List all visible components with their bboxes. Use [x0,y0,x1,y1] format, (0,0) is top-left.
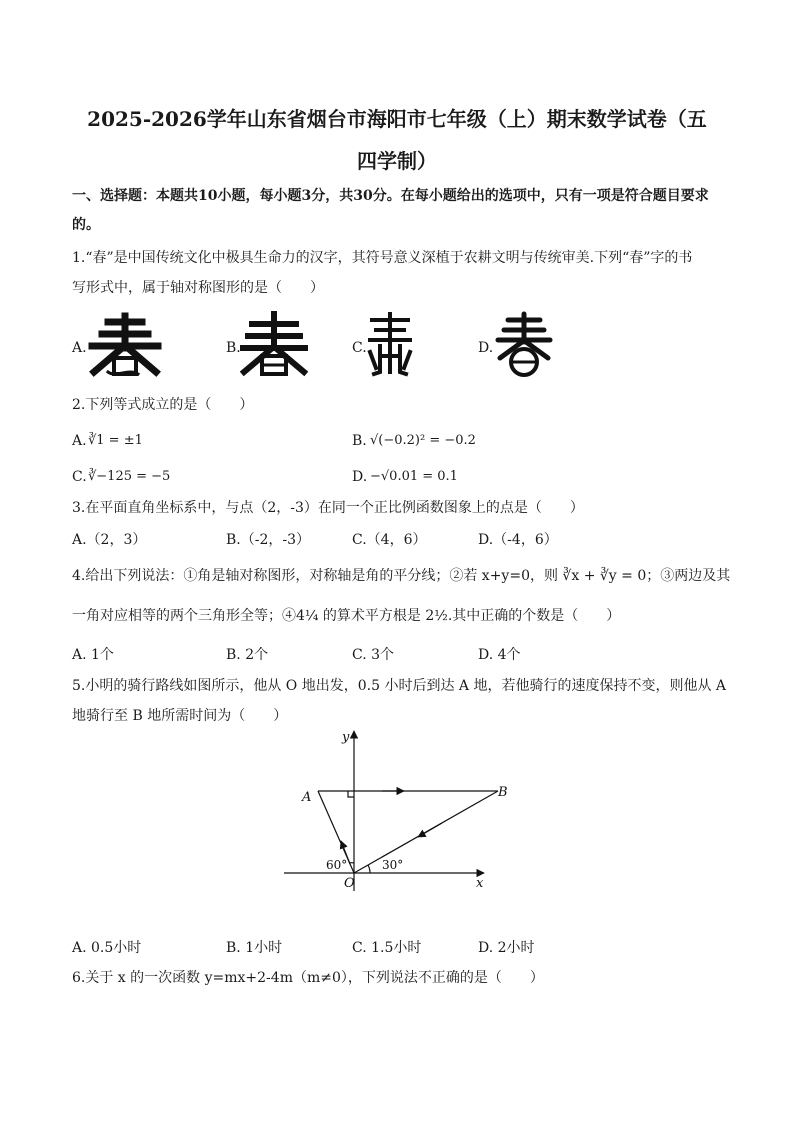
label-y: y [342,730,350,745]
q5-option-d: D. 2小时 [478,940,535,956]
section-heading-line-1: 一、选择题：本题共10小题，每小题3分，共30分。在每小题给出的选项中，只有一项是符合题目要求 [72,188,709,204]
q5-option-a: A. 0.5小时 [72,940,142,956]
q5-stem-line-1: 5.小明的骑行路线如图所示，他从 O 地出发，0.5 小时后到达 A 地，若他骑行的速度保持不变，则他从 A [72,678,727,694]
q1-option-a-label: A. [72,340,87,356]
q1-option-a-glyph [88,312,162,380]
q4-option-d: D. 4个 [478,647,521,663]
arrow-bo [418,823,442,837]
label-o: O [344,876,355,891]
q1-option-c-glyph [366,312,414,378]
q1-option-c-label: C. [352,340,367,356]
q1-stem-line-1: 1.“春”是中国传统文化中极具生命力的汉字，其符号意义深植于农耕文明与传统审美.下列“春”字的书 [72,250,693,266]
label-x: x [476,876,484,891]
q1-option-d-glyph [494,312,554,378]
q2-option-d-label: D. [352,469,368,485]
q5-stem-line-2: 地骑行至 B 地所需时间为（ ） [72,708,288,724]
q2-option-b-label: B. [352,433,367,449]
q5-route-diagram [282,725,508,895]
right-angle-mark [348,791,354,797]
q3-stem: 3.在平面直角坐标系中，与点（2，-3）在同一个正比例函数图象上的点是（ ） [72,500,584,516]
q2-option-a-expr: ∛1 = ±1 [88,433,143,448]
q2-option-a-label: A. [72,433,87,449]
q3-option-d: D.（-4，6） [478,532,558,548]
label-angle-60: 60° [326,858,348,872]
q3-option-b: B.（-2，-3） [226,532,311,548]
q5-option-c: C. 1.5小时 [352,940,422,956]
label-angle-30: 30° [382,858,404,872]
q2-stem: 2.下列等式成立的是（ ） [72,397,254,413]
q3-option-a: A.（2，3） [72,532,147,548]
section-heading-line-2: 的。 [72,217,100,233]
q3-option-c: C.（4，6） [352,532,427,548]
title-line-1: 2025-2026学年山东省烟台市海阳市七年级（上）期末数学试卷（五 [87,107,707,131]
q1-option-d-label: D. [478,340,494,356]
q1-stem-line-2: 写形式中，属于轴对称图形的是（ ） [72,280,324,296]
q2-option-c-label: C. [72,469,87,485]
q6-stem: 6.关于 x 的一次函数 y=mx+2-4m（m≠0），下列说法不正确的是（ ） [72,970,544,986]
label-b: B [498,785,508,800]
label-a: A [302,790,312,805]
q4-stem-line-1: 4.给出下列说法：①角是轴对称图形，对称轴是角的平分线；②若 x+y=0，则 ∛x + ∛y = 0；③两边及其 [72,568,731,584]
q2-option-d-expr: −√0.01 = 0.1 [370,469,458,484]
q2-option-b-expr: √(−0.2)² = −0.2 [370,433,476,448]
q4-option-c: C. 3个 [352,647,395,663]
title-line-2: 四学制） [357,149,437,173]
q4-option-b: B. 2个 [226,647,269,663]
q4-option-a: A. 1个 [72,647,114,663]
q5-option-b: B. 1小时 [226,940,283,956]
angle-30-arc [368,865,370,873]
q1-option-b-label: B. [226,340,241,356]
q2-option-c-expr: ∛−125 = −5 [88,469,171,484]
q4-stem-line-2: 一角对应相等的两个三角形全等；④4¼ 的算术平方根是 2½.其中正确的个数是（ ） [72,608,621,624]
page-title [60,98,734,182]
q1-option-b-glyph [240,312,308,378]
